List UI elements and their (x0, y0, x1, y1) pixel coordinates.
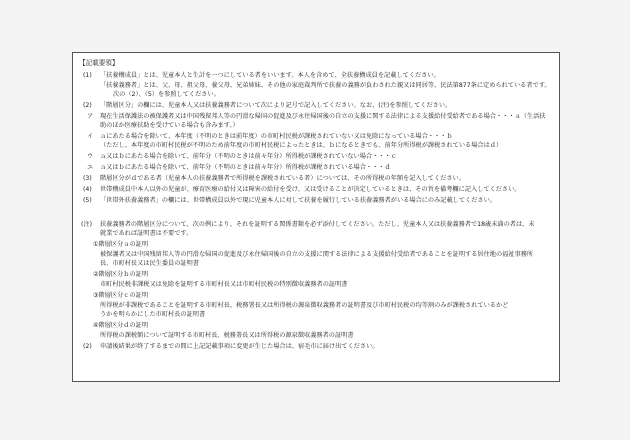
note-line: (2) (83, 102, 92, 109)
note-line: ①階層区分ａの証明 (93, 241, 149, 248)
note-line: (2) (83, 343, 92, 350)
note-line: イ (87, 133, 94, 140)
note-line: ウ (87, 153, 94, 160)
note-line: 所得税が非課税であることを証明する市町村長、税務署長又は所得税の源泉徴収義務者の証明書及び市町村民税の均等割のみが課税されているかど (100, 302, 509, 309)
note-line: 「扶養義務者」とは、父、母、祖父母、養父母、兄弟姉妹、その他の家庭裁判所で扶養の義務が負わされた親又は同居等、民法第877条に定められている者です。 (100, 82, 551, 89)
note-line: 市町村民税非課税又は免除を証明する市町村長又は市町村民税の特別徴収義務者の証明書 (100, 281, 348, 288)
note-line: (4) (83, 186, 92, 193)
note-line: 「世帯外扶養義務者」の欄には、世帯構成員以外で現に児童本人に対して扶養を履行している扶養義務者がいる場合にのみ記載してください。 (100, 197, 496, 204)
note-line: ａにあたる場合を除いて、本年度（不明のときは前年度）の市町村民税が課税されていない又は免除になっている場合・・・ｂ (100, 133, 453, 140)
note-line: 長、市町村長又は民生委員の証明書 (100, 260, 199, 267)
note-line: (3) (83, 175, 92, 182)
note-line: 次の（2）、（5）を参照してください。 (113, 91, 220, 98)
note-line: 「扶養構成員」とは、児童本人と生計を一つにしている者をいいます。本人を含めて、全扶養構成員を記載してください。 (100, 72, 440, 79)
note-line: 助のほか医療扶助を受けている場合も含みます。） (100, 122, 239, 129)
note-line: (5) (83, 197, 92, 204)
note-line: エ (87, 164, 94, 171)
note-line: 所得税の課税額について証明する市町村長、税務署長又は所得税の源泉徴収義務者の証明書 (100, 332, 354, 339)
note-line: (注) (81, 221, 93, 228)
note-line: ③階層区分ｃの証明 (93, 292, 149, 299)
note-line: (1) (83, 72, 92, 79)
note-line: ④階層区分ｄの証明 (93, 322, 149, 329)
note-line: 就業であれば証明書は不要です。 (100, 230, 193, 237)
notes-heading: 【記載要領】 (79, 59, 119, 67)
note-line: 被保護者又は中国残留邦人等の円滑な帰国の促進及び永住帰国後の自立の支援に関する法律による支援給付受給者であることを証明する居住地の福祉事務所 (100, 251, 534, 258)
note-line: （ただし、本年度の市町村民税が不明のため前年度の市町村民税によったときは、ｂになるときでも、前年分所得税が課税されている場合はｄ） (100, 142, 503, 149)
note-line: ａ又はｂにあたる場合を除いて、前年分（不明のときは前々年分）所得税が課税されている場合・・・ｄ (100, 164, 391, 171)
note-line: ア (87, 113, 94, 120)
note-line: うかを明らかにした市町村長の証明書 (100, 311, 206, 318)
note-line: 「階層区分」の欄には、児童本人又は扶養義務者について次により記号で記入してください。なお、(注)を参照してください。 (100, 102, 452, 109)
note-line: 扶養義務者の階層区分について、次の例により、それを証明する関係書類を必ず添付してください。ただし、児童本人又は扶養義務者で18歳未満の者は、未 (100, 221, 535, 228)
note-line: 階層区分がｄである者（児童本人の扶養義務者で所得税を課税されている者）については、その所得税の年額を記入してください。 (100, 175, 465, 182)
note-line: 申請後結果が終了するまでの間に上記記載事項に変更が生じた場合は、宿毛市に届け出てください。 (100, 343, 379, 350)
note-line: ａ又はｂにあたる場合を除いて、前年分（不明のときは前々年分）所得税が課税されていない場合・・・ｃ (100, 153, 397, 160)
note-line: ②階層区分ｂの証明 (93, 271, 149, 278)
note-line: 現在生活保護法の被保護者又は中国残留邦人等の円滑な帰国の促進及び永住帰国後の自立の支援に関する法律による支援給付受給者である場合・・・ａ（生活扶 (100, 113, 546, 120)
note-line: 世帯構成員中本人以外の児童が、療育医療の給付又は障害の給付を受け、又は受けることが決定しているときは、その旨を備考欄に記入してください。 (100, 186, 521, 193)
notes-frame (72, 52, 560, 382)
